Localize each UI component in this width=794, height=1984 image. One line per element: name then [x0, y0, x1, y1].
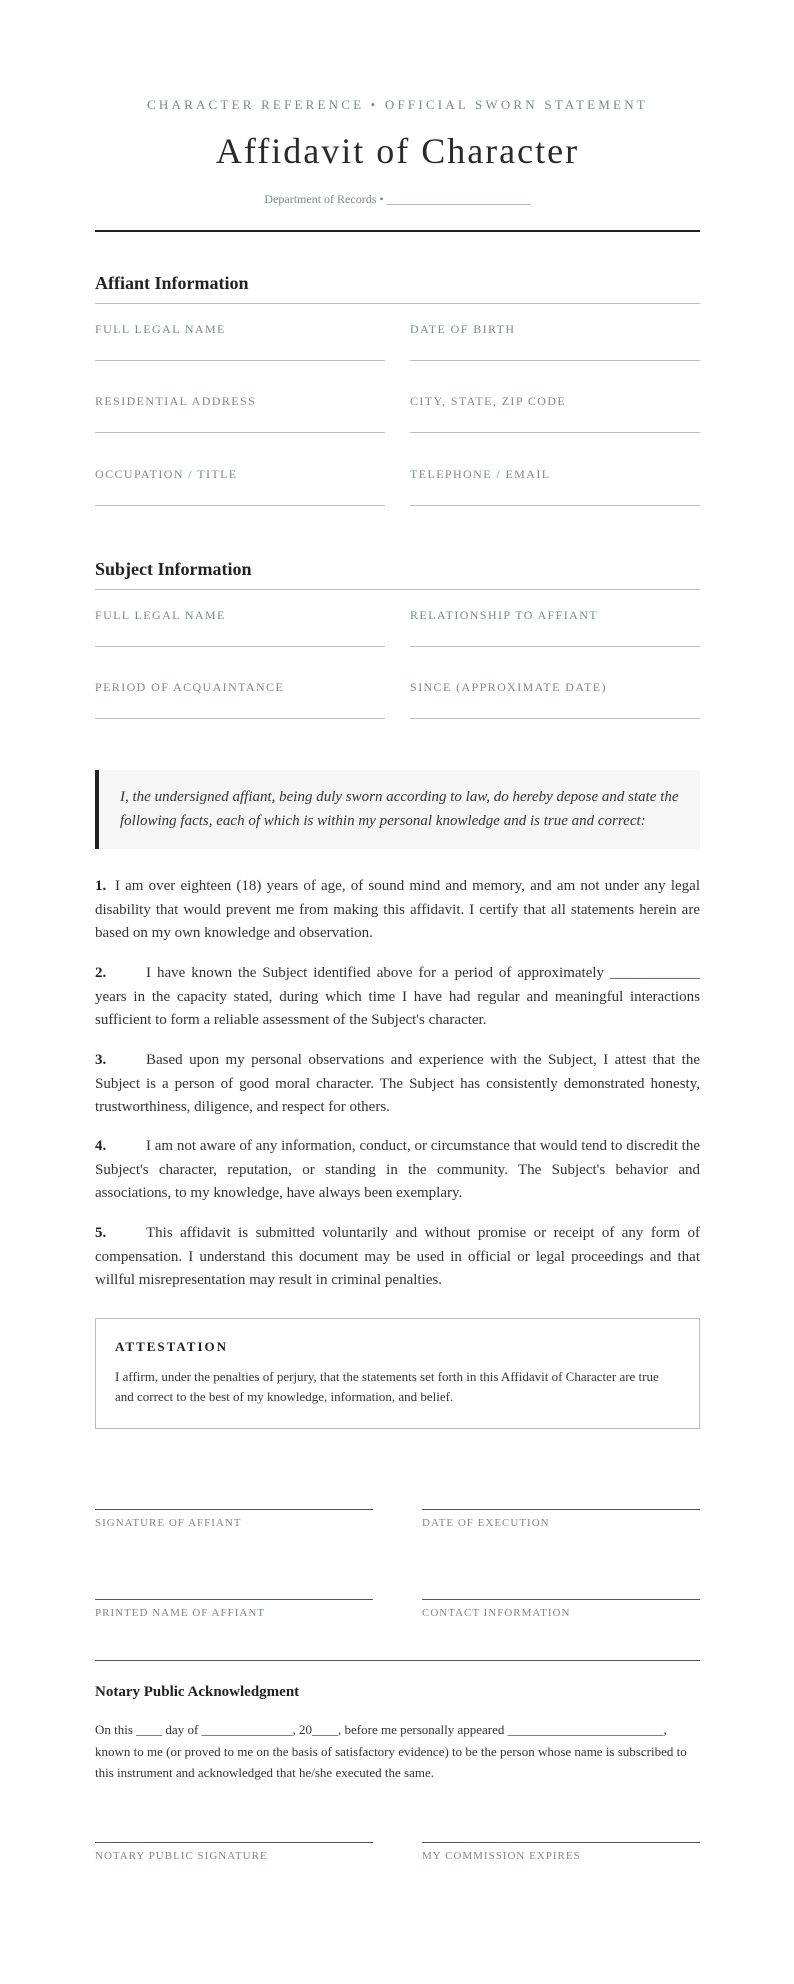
signature-label: CONTACT INFORMATION [422, 1607, 571, 1619]
statement-text: I am not aware of any information, conduct, or circumstance that would tend to discredit the Subject's character, reputation, or standing in the community. The Subject's behavior and associations, to my knowledge, have always been exemplary. [95, 1138, 700, 1201]
field-line [95, 432, 385, 433]
statement-text: Based upon my personal observations and experience with the Subject, I attest that the Subject is a person of good moral character. The Subject has consistently demonstrated honesty, trustworthiness, diligence, and respect for others. [95, 1052, 700, 1115]
notary-signature-line[interactable] [95, 1842, 373, 1862]
statement-number: 3. [95, 1052, 107, 1068]
signature-line [422, 1509, 700, 1510]
field-line [410, 646, 700, 647]
field-label: FULL LEGAL NAME [95, 322, 226, 336]
field-line [95, 646, 385, 647]
statement-number: 4. [95, 1138, 107, 1154]
field-line [410, 432, 700, 433]
affiant-city-state-zip-field[interactable] [410, 394, 700, 408]
affiant-section-title: Affiant Information [95, 273, 249, 293]
field-label: PERIOD OF ACQUAINTANCE [95, 680, 285, 694]
notary-title: Notary Public Acknowledgment [95, 1684, 300, 1700]
notary-text: On this ____ day of ______________, 20____, before me personally appeared ________________________, known to me (or proved to me on the basis of satisfactory evidence) to be the person whose name is subscribed to this instrument and acknowledged that he/she executed the same. [95, 1722, 687, 1780]
signature-line [422, 1842, 700, 1843]
oath-statement: I, the undersigned affiant, being duly sworn according to law, do hereby depose and state the following facts, each of which is within my personal knowledge and is true and correct: [95, 770, 700, 849]
field-line [410, 505, 700, 506]
affiant-section-rule [95, 303, 700, 304]
notary-divider [95, 1660, 700, 1661]
header-divider [95, 230, 700, 232]
statement-item [95, 1135, 700, 1206]
field-label: RELATIONSHIP TO AFFIANT [410, 608, 598, 622]
statement-item [95, 962, 700, 1033]
signature-label: NOTARY PUBLIC SIGNATURE [95, 1850, 268, 1862]
subject-full-name-field[interactable] [95, 608, 385, 622]
field-label: RESIDENTIAL ADDRESS [95, 394, 257, 408]
execution-date-line[interactable] [422, 1509, 700, 1529]
field-label: OCCUPATION / TITLE [95, 467, 238, 481]
attestation-text: I affirm, under the penalties of perjury, that the statements set forth in this Affidavit of Character are true and correct to the best of my knowledge, information, and belief. [115, 1369, 659, 1404]
subject-relationship-field[interactable] [410, 608, 700, 622]
affiant-telephone-email-field[interactable] [410, 467, 700, 481]
contact-information-line[interactable] [422, 1599, 700, 1619]
signature-label: MY COMMISSION EXPIRES [422, 1850, 581, 1862]
signature-line [422, 1599, 700, 1600]
affiant-full-name-field[interactable] [95, 322, 385, 336]
statement-item [95, 1222, 700, 1293]
statement-number: 5. [95, 1225, 107, 1241]
document-title: Affidavit of Character [215, 131, 580, 171]
field-line [95, 360, 385, 361]
signature-label: PRINTED NAME OF AFFIANT [95, 1607, 265, 1619]
signature-line [95, 1509, 373, 1510]
subject-section-title: Subject Information [95, 559, 252, 579]
signature-line [95, 1842, 373, 1843]
commission-expires-line[interactable] [422, 1842, 700, 1862]
field-label: TELEPHONE / EMAIL [410, 467, 551, 481]
affiant-date-of-birth-field[interactable] [410, 322, 700, 336]
field-line [410, 718, 700, 719]
field-line [410, 360, 700, 361]
statement-text: I have known the Subject identified above for a period of approximately ____________ years in the capacity stated, during which time I have had regular and meaningful interactions sufficient to form a reliable assessment of the Subject's character. [95, 965, 700, 1028]
printed-name-line[interactable] [95, 1599, 373, 1619]
document-kicker: CHARACTER REFERENCE • OFFICIAL SWORN STATEMENT [147, 97, 648, 112]
signature-label: SIGNATURE OF AFFIANT [95, 1517, 242, 1529]
field-label: SINCE (APPROXIMATE DATE) [410, 680, 607, 694]
attestation-heading: ATTESTATION [115, 1339, 229, 1354]
signature-line [95, 1599, 373, 1600]
statement-text: I am over eighteen (18) years of age, of sound mind and memory, and am not under any legal disability that would prevent me from making this affidavit. I certify that all statements herein are based on my own knowledge and observation. [95, 878, 700, 941]
attestation-box [95, 1318, 700, 1429]
field-line [95, 718, 385, 719]
affiant-address-field[interactable] [95, 394, 385, 408]
affiant-signature-line[interactable] [95, 1509, 373, 1529]
subject-since-field[interactable] [410, 680, 700, 694]
statement-item [95, 1049, 700, 1120]
affiant-occupation-field[interactable] [95, 467, 385, 481]
field-label: DATE OF BIRTH [410, 322, 516, 336]
field-line [95, 505, 385, 506]
statement-number: 1. [95, 878, 107, 894]
department-line: Department of Records • ________________________ [264, 192, 531, 206]
field-label: FULL LEGAL NAME [95, 608, 226, 622]
field-label: CITY, STATE, ZIP CODE [410, 394, 567, 408]
statement-text: This affidavit is submitted voluntarily and without promise or receipt of any form of compensation. I understand this document may be used in official or legal proceedings and that willful misrepresentation may result in criminal penalties. [95, 1225, 700, 1288]
subject-period-field[interactable] [95, 680, 385, 694]
statement-number: 2. [95, 965, 107, 981]
signature-label: DATE OF EXECUTION [422, 1517, 550, 1529]
statement-item [95, 875, 700, 946]
subject-section-rule [95, 589, 700, 590]
